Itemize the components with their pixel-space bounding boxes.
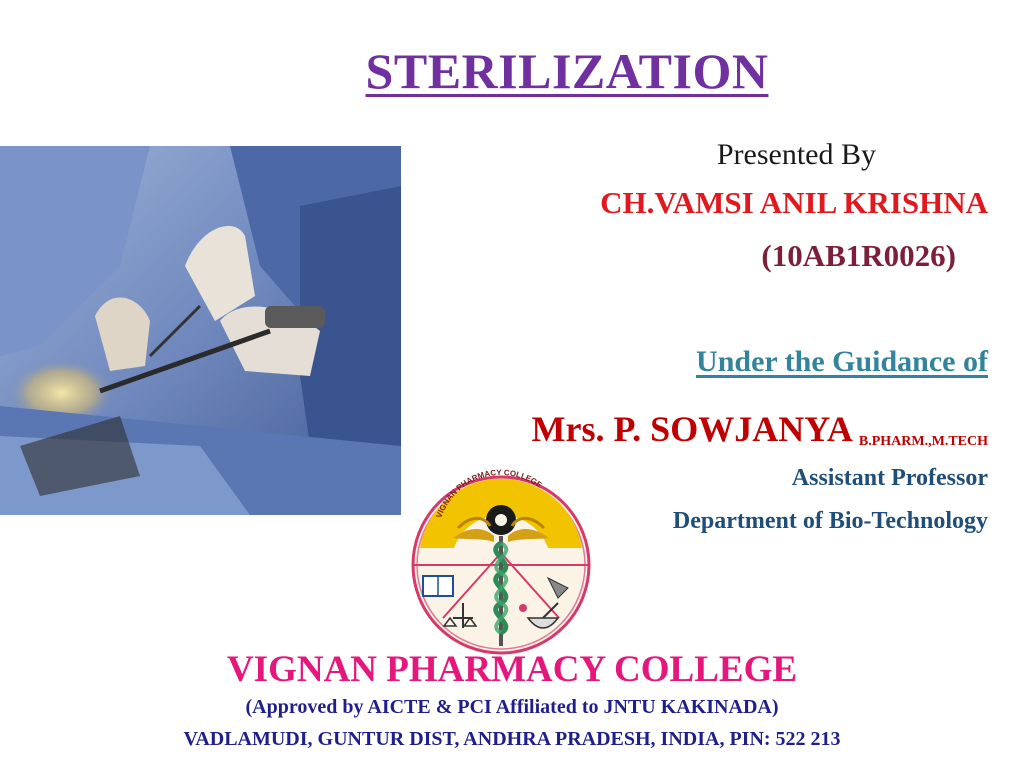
presented-by-label: Presented By	[716, 138, 876, 171]
guide-designation: Assistant Professor	[791, 465, 988, 491]
surgeons-operating-photo	[0, 146, 401, 515]
guidance-label: Under the Guidance of	[696, 345, 988, 378]
guide-name: Mrs. P. SOWJANYA	[531, 409, 853, 449]
college-name: VIGNAN PHARMACY COLLEGE	[226, 649, 798, 690]
surgery-photo	[0, 146, 401, 515]
guide-block	[532, 408, 988, 450]
college-logo	[398, 468, 604, 658]
student-name: CH.VAMSI ANIL KRISHNA	[600, 185, 988, 220]
college-approval: (Approved by AICTE & PCI Affiliated to JNTU KAKINADA)	[245, 696, 779, 718]
logo-arc-text: VIGNAN PHARMACY COLLEGE	[434, 468, 544, 520]
guide-department: Department of Bio-Technology	[672, 508, 988, 534]
slide-title: STERILIZATION	[365, 43, 769, 99]
guide-degree: B.PHARM.,M.TECH	[858, 434, 988, 449]
student-roll-number: (10AB1R0026)	[761, 238, 956, 273]
college-address: VADLAMUDI, GUNTUR DIST, ANDHRA PRADESH, INDIA, PIN: 522 213	[183, 728, 841, 750]
college-emblem-icon	[398, 468, 604, 658]
